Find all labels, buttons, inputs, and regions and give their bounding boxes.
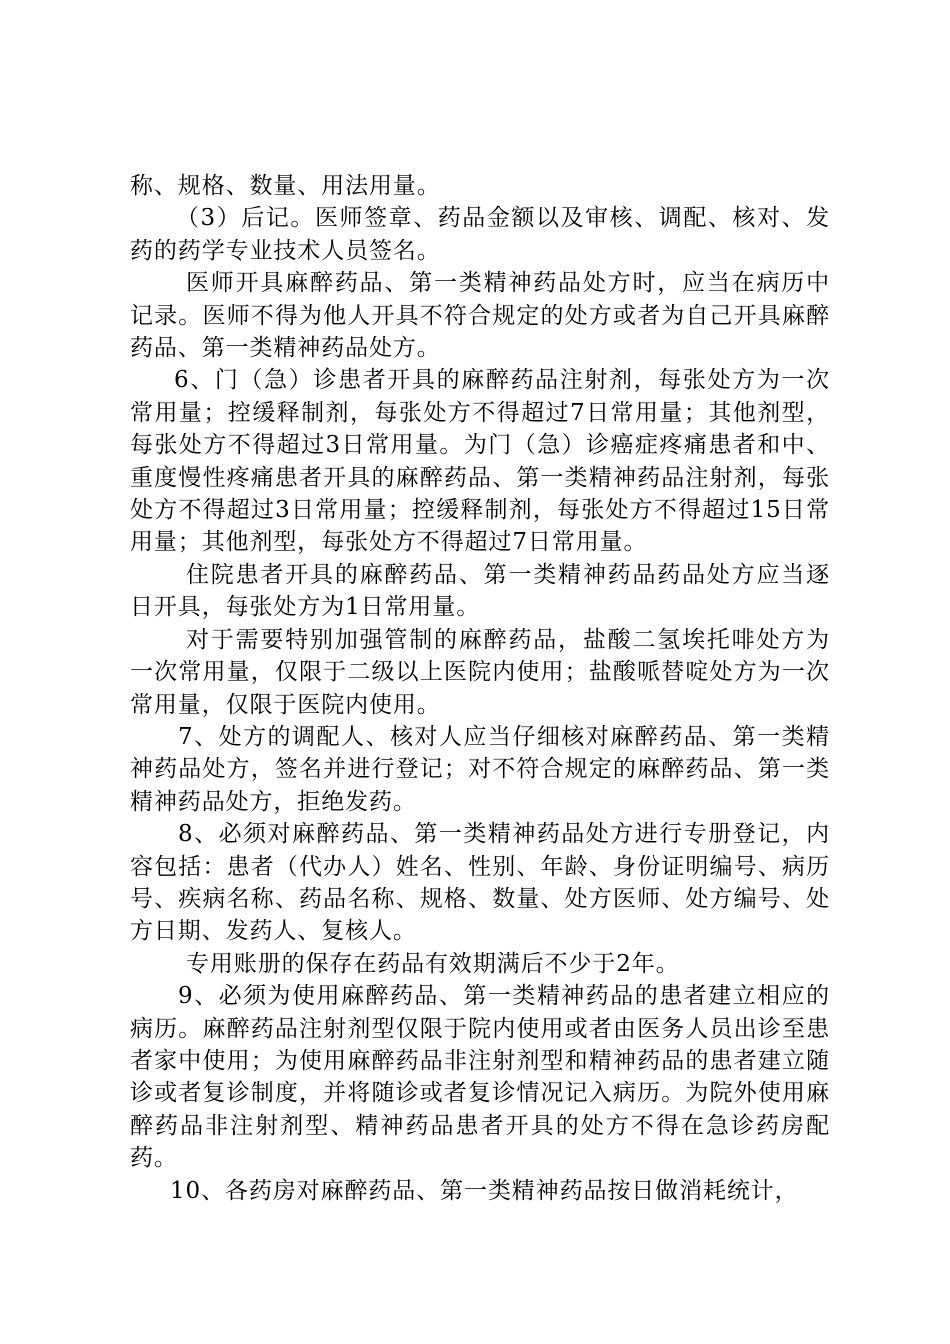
document-body	[130, 170, 830, 1207]
paragraph-item-10: 10、各药房对麻醉药品、第一类精神药品按日做消耗统计，	[170, 1177, 799, 1204]
paragraph-inpatient: 住院患者开具的麻醉药品、第一类精神药品药品处方应当逐日开具，每张处方为1日常用量。	[130, 561, 830, 621]
paragraph-medical-record: 医师开具麻醉药品、第一类精神药品处方时，应当在病历中记录。医师不得为他人开具不符合规定的处方或者为自己开具麻醉药品、第一类精神药品处方。	[130, 270, 830, 362]
paragraph-item-8: 8、必须对麻醉药品、第一类精神药品处方进行专册登记，内容包括：患者（代办人）姓名、性别、年龄、身份证明编号、病历号、疾病名称、药品名称、规格、数量、处方医师、处方编号、处方日期、发药人、复核人。	[130, 821, 830, 945]
paragraph-item-6: 6、门（急）诊患者开具的麻醉药品注射剂，每张处方为一次常用量；控缓释制剂，每张处方不得超过7日常用量；其他剂型，每张处方不得超过3日常用量。为门（急）诊癌症疼痛患者和中、重度慢性疼痛患者开具的麻醉药品、第一类精神药品注射剂，每张处方不得超过3日常用量；控缓释制剂，每张处方不得超过15日常用量；其他剂型，每张处方不得超过7日常用量。	[130, 367, 830, 556]
paragraph-ledger-retention: 专用账册的保存在药品有效期满后不少于2年。	[186, 950, 680, 977]
paragraph-continuation: 称、规格、数量、用法用量。	[130, 173, 441, 199]
paragraph-postscript: （3）后记。医师签章、药品金额以及审核、调配、核对、发药的药学专业技术人员签名。	[130, 205, 830, 264]
paragraph-item-7: 7、处方的调配人、核对人应当仔细核对麻醉药品、第一类精神药品处方，签名并进行登记；对不符合规定的麻醉药品、第一类精神药品处方，拒绝发药。	[130, 723, 830, 815]
paragraph-special-control: 对于需要特别加强管制的麻醉药品，盐酸二氢埃托啡处方为一次常用量，仅限于二级以上医院内使用；盐酸哌替啶处方为一次常用量，仅限于医院内使用。	[130, 626, 830, 718]
paragraph-item-9: 9、必须为使用麻醉药品、第一类精神药品的患者建立相应的病历。麻醉药品注射剂型仅限于院内使用或者由医务人员出诊至患者家中使用；为使用麻醉药品非注射剂型和精神药品的患者建立随诊或者复诊制度，并将随诊或者复诊情况记入病历。为院外使用麻醉药品非注射剂型、精神药品患者开具的处方不得在急诊药房配药。	[130, 983, 830, 1172]
